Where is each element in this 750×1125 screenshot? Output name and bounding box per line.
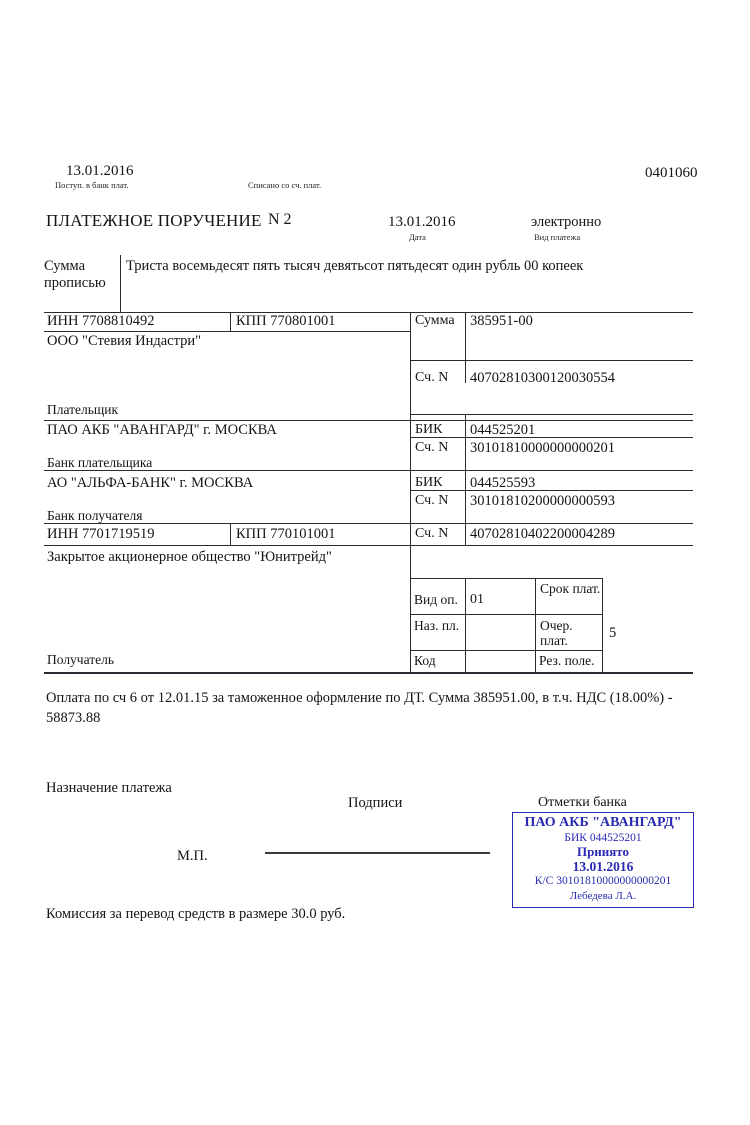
payee-inn: ИНН 7701719519: [47, 526, 155, 542]
payee-bank-corr-label: Сч. N: [415, 493, 449, 508]
signature-line: [265, 852, 490, 854]
payee-bank-bik-label: БИК: [415, 475, 443, 490]
grid-line-bottom: [44, 672, 693, 674]
writeoff-date-label: Списано со сч. плат.: [248, 180, 322, 190]
naz-pl-label: Наз. пл.: [414, 618, 460, 633]
grid-line-bik-payer: [410, 437, 693, 438]
payer-name: ООО "Стевия Индастри": [47, 333, 202, 349]
grid-divider-label-upper: [465, 312, 466, 383]
amount-value: 385951-00: [470, 313, 533, 329]
op-grid-v3: [535, 578, 536, 672]
payee-account-value: 40702810402200004289: [470, 526, 615, 542]
grid-line-payee-inn: [44, 545, 693, 546]
payee-section-label: Получатель: [47, 652, 115, 667]
payment-kind-label: Вид платежа: [534, 232, 581, 242]
grid-line-amount: [410, 360, 693, 361]
signatures-label: Подписи: [348, 795, 403, 811]
payer-bank-corr-value: 30101810000000000201: [470, 440, 615, 456]
page-title: ПЛАТЕЖНОЕ ПОРУЧЕНИЕ: [46, 211, 262, 230]
payer-bank-bik-value: 044525201: [470, 422, 536, 438]
stamp-status: Принято: [576, 844, 630, 859]
payer-bank-label: Банк плательщика: [47, 455, 153, 470]
form-code: 0401060: [645, 165, 698, 181]
document-date: 13.01.2016: [388, 214, 456, 230]
payee-name: Закрытое акционерное общество "Юнитрейд": [47, 549, 332, 565]
payer-bank-name: ПАО АКБ "АВАНГАРД" г. МОСКВА: [47, 422, 277, 438]
bank-stamp: [512, 812, 694, 908]
payee-account-label: Сч. N: [415, 526, 449, 541]
stamp-bik: БИК 044525201: [564, 831, 642, 844]
document-date-label: Дата: [409, 232, 426, 242]
srok-plat-label: Срок плат.: [540, 581, 601, 596]
amount-words-divider: [120, 255, 121, 313]
ocher-plat-value: 5: [609, 625, 617, 641]
op-grid-h1b: [535, 578, 602, 579]
payee-bank-bik-value: 044525593: [470, 475, 536, 491]
payer-bank-corr-label: Сч. N: [415, 440, 449, 455]
op-grid-v4: [602, 578, 603, 672]
op-grid-v2: [465, 578, 466, 672]
grid-divider-label-lower: [465, 414, 466, 545]
vid-op-value: 01: [470, 592, 484, 607]
ocher-plat-label: Очер. плат.: [540, 618, 573, 648]
grid-divider-payee-kpp: [230, 523, 231, 545]
amount-in-words-value: Триста восемьдесят пять тысяч девятьсот пятьдесят один рубль 00 копеек: [126, 258, 584, 274]
op-grid-h3: [410, 650, 602, 651]
kod-label: Код: [414, 653, 436, 668]
grid-line-payer-inn: [44, 331, 410, 332]
payee-bank-name: АО "АЛЬФА-БАНК" г. МОСКВА: [47, 475, 254, 491]
grid-line-payer: [44, 420, 693, 421]
stamp-bank-name: ПАО АКБ "АВАНГАРД": [524, 815, 682, 830]
stamp-corr-account: К/С 30101810000000000201: [534, 875, 672, 887]
received-date: 13.01.2016: [66, 163, 134, 179]
document-number: N 2: [268, 211, 292, 228]
vid-op-label: Вид оп.: [414, 592, 458, 607]
payment-kind: электронно: [531, 214, 602, 230]
rez-pole-label: Рез. поле.: [539, 653, 595, 668]
op-grid-h1: [410, 578, 535, 579]
op-grid-h2: [410, 614, 602, 615]
payer-section-label: Плательщик: [47, 402, 119, 417]
seal-label: М.П.: [177, 848, 208, 864]
payer-kpp: КПП 770801001: [236, 313, 336, 329]
payee-kpp: КПП 770101001: [236, 526, 336, 542]
payment-purpose-text: Оплата по сч 6 от 12.01.15 за таможенное оформление по ДТ. Сумма 385951.00, в т.ч. НДС (18.00%) - 58873.88: [46, 690, 673, 726]
commission-text: Комиссия за перевод средств в размере 30.0 руб.: [46, 906, 346, 922]
stamp-date: 13.01.2016: [572, 858, 634, 874]
received-date-label: Поступ. в банк плат.: [55, 180, 129, 190]
amount-in-words-label-line1: Сумма: [44, 258, 86, 274]
grid-line-account: [410, 414, 693, 415]
payer-inn: ИНН 7708810492: [47, 313, 155, 329]
grid-line-bik-payee: [410, 490, 693, 491]
amount-in-words-label: [44, 258, 124, 292]
bank-marks-label: Отметки банка: [538, 795, 627, 810]
payment-purpose-label: Назначение платежа: [46, 780, 172, 796]
grid-divider-payer-kpp: [230, 312, 231, 331]
amount-in-words-label-line2: прописью: [44, 275, 106, 291]
op-grid-v1: [410, 578, 411, 672]
amount-label: Сумма: [415, 313, 455, 328]
payer-account-label: Сч. N: [415, 370, 449, 385]
payee-bank-corr-value: 30101810200000000593: [470, 493, 615, 509]
payee-bank-label: Банк получателя: [47, 508, 143, 523]
payer-account-value: 40702810300120030554: [470, 370, 615, 386]
stamp-officer: Лебедева Л.А.: [569, 889, 637, 902]
payer-bank-bik-label: БИК: [415, 422, 443, 437]
